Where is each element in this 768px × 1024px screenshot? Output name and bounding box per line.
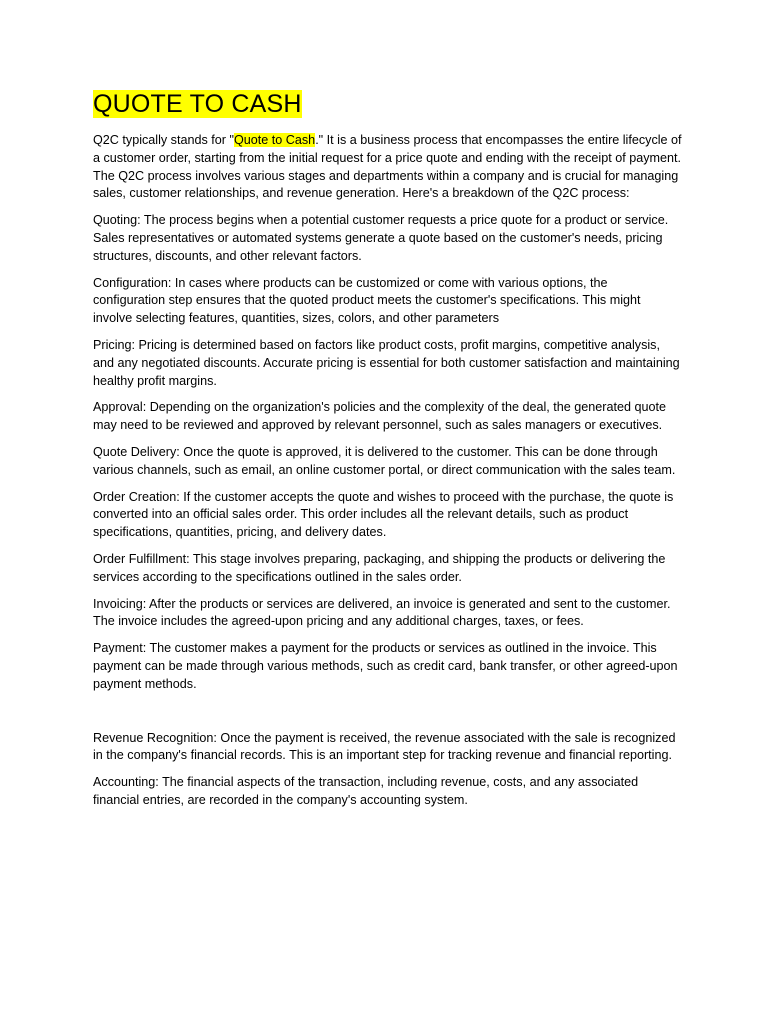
intro-highlight: Quote to Cash	[233, 133, 316, 147]
paragraph-order-creation: Order Creation: If the customer accepts the quote and wishes to proceed with the purchase, the quote is converted into an official sales order. This order includes all the relevant details, such as product specifications, quantities, pricing, and delivery dates.	[93, 489, 674, 540]
paragraph-invoicing: Invoicing: After the products or services are delivered, an invoice is generated and sent to the customer. The invoice includes the agreed-upon pricing and any additional charges, taxes, or fees.	[93, 596, 671, 629]
document-title	[93, 88, 683, 120]
paragraph-quoting: Quoting: The process begins when a potential customer requests a price quote for a product or service. Sales representatives or automated systems generate a quote based on the customer's needs, pricing structures, discounts, and other relevant factors.	[93, 213, 669, 263]
blank-line	[93, 703, 683, 730]
intro-text-start: Q2C typically stands for "	[93, 133, 234, 147]
paragraph-approval: Approval: Depending on the organization's policies and the complexity of the deal, the generated quote may need to be reviewed and approved by relevant personnel, such as sales managers or executives.	[93, 400, 667, 433]
intro-text-end: ." It is a business process that encompasses the entire lifecycle of a customer order, starting from the initial request for a price quote and ending with the receipt of payment. The Q2C process involves various stages and departments within a company and is crucial for managing sales, customer relationships, and revenue generation. Here's a breakdown of the Q2C process:	[93, 133, 682, 201]
paragraph-quote-delivery: Quote Delivery: Once the quote is approved, it is delivered to the customer. This can be done through various channels, such as email, an online customer portal, or direct communication with the sales team.	[93, 444, 676, 477]
title-highlight: QUOTE TO CASH	[93, 90, 302, 118]
paragraph-accounting: Accounting: The financial aspects of the transaction, including revenue, costs, and any associated financial entries, are recorded in the company's accounting system.	[93, 775, 639, 807]
paragraph-revenue-recognition: Revenue Recognition: Once the payment is received, the revenue associated with the sale is recognized in the company's financial records. This is an important step for tracking revenue and financial reporting.	[93, 730, 676, 763]
paragraph-pricing: Pricing: Pricing is determined based on factors like product costs, profit margins, competitive analysis, and any negotiated discounts. Accurate pricing is essential for both customer satisfaction and maintaining healthy profit margins.	[93, 337, 680, 388]
intro-paragraph	[93, 132, 683, 203]
paragraph-order-fulfillment: Order Fulfillment: This stage involves preparing, packaging, and shipping the products or delivering the services according to the specifications outlined in the sales order.	[93, 551, 666, 584]
document-page	[93, 88, 683, 819]
paragraph-configuration: Configuration: In cases where products can be customized or come with various options, the configuration step ensures that the quoted product meets the customer's specifications. This might involve selecting features, quantities, sizes, colors, and other parameters	[93, 275, 641, 326]
paragraph-payment: Payment: The customer makes a payment for the products or services as outlined in the invoice. This payment can be made through various methods, such as credit card, bank transfer, or other agreed-upon payment methods.	[93, 641, 678, 691]
